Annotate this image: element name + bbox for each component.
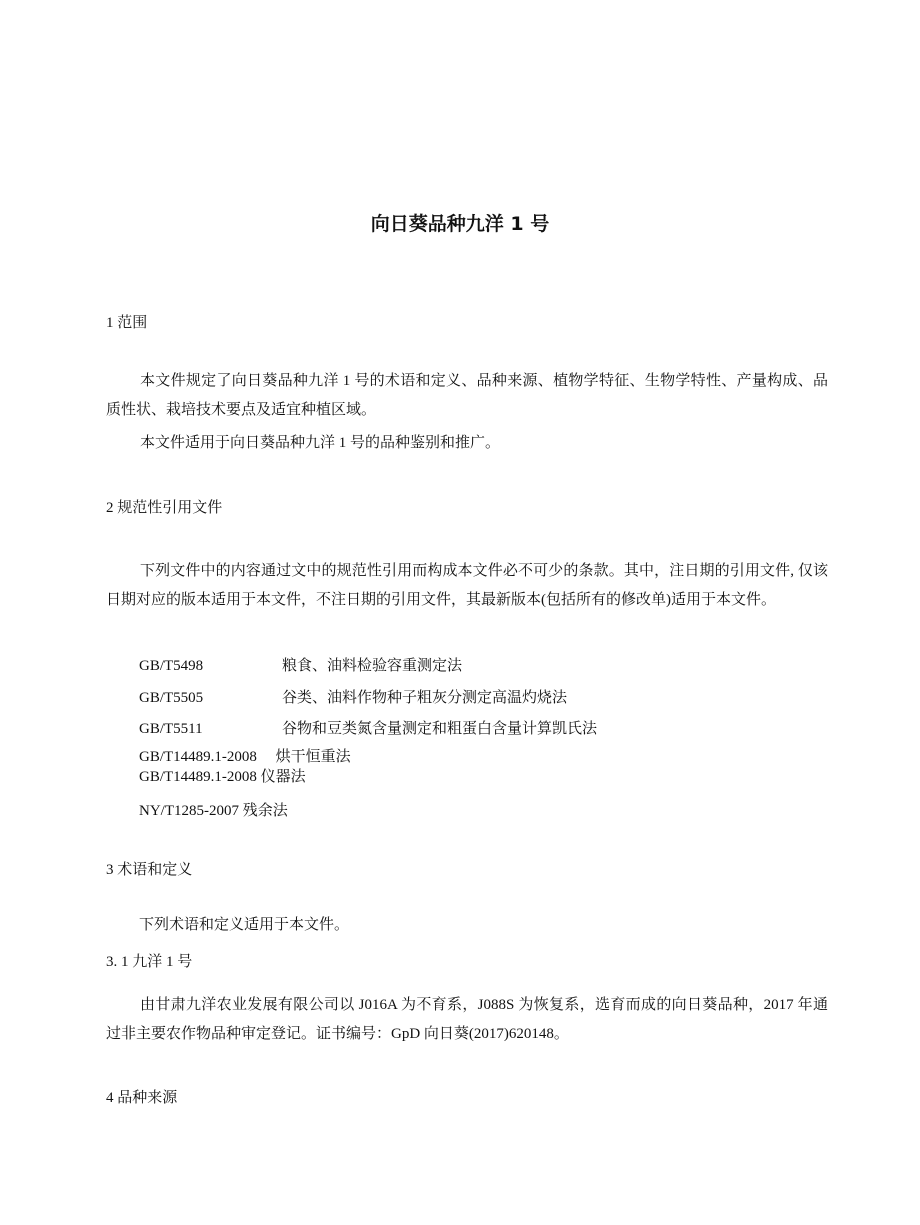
reference-line: GB/T14489.1-2008 仪器法 (139, 769, 306, 785)
term-definition: 由甘肃九洋农业发展有限公司以 J016A 为不育系，J088S 为恢复系，选育而成的向日葵品种，2017 年通过非主要农作物品种审定登记。证书编号：GpD 向日葵(2017)620148。 (106, 997, 828, 1042)
reference-name: 谷物和豆类氮含量测定和粗蛋白含量计算凯氏法 (282, 721, 598, 737)
scope-paragraph-2: 本文件适用于向日葵品种九洋 1 号的品种鉴别和推广。 (140, 435, 501, 451)
subsection-heading: 3. 1 九洋 1 号 (106, 954, 193, 970)
terms-intro: 下列术语和定义适用于本文件。 (139, 917, 350, 933)
section-heading-terms: 3 术语和定义 (106, 862, 193, 878)
reference-code: GB/T5505 (139, 690, 204, 706)
section-heading-references: 2 规范性引用文件 (106, 500, 223, 516)
section-heading-origin: 4 品种来源 (106, 1090, 178, 1106)
reference-line: NY/T1285-2007 残余法 (139, 803, 288, 819)
references-intro: 下列文件中的内容通过文中的规范性引用而构成本文件必不可少的条款。其中，注日期的引用文件, 仅该日期对应的版本适用于本文件，不注日期的引用文件，其最新版本(包括所有的修改单)适用于本文件。 (106, 563, 828, 608)
reference-code: GB/T5498 (139, 658, 204, 674)
page-title: 向日葵品种九洋 1 号 (370, 213, 550, 235)
reference-name: 粮食、油料检验容重测定法 (282, 658, 463, 674)
reference-name: 谷类、油料作物种子粗灰分测定高温灼烧法 (282, 690, 568, 706)
reference-code: GB/T5511 (139, 721, 203, 737)
section-heading-scope: 1 范围 (106, 315, 148, 331)
scope-paragraph-1: 本文件规定了向日葵品种九洋 1 号的术语和定义、品种来源、植物学特征、生物学特性、产量构成、品质性状、栽培技术要点及适宜种植区域。 (106, 373, 828, 418)
reference-line: GB/T14489.1-2008 烘干恒重法 (139, 749, 351, 765)
